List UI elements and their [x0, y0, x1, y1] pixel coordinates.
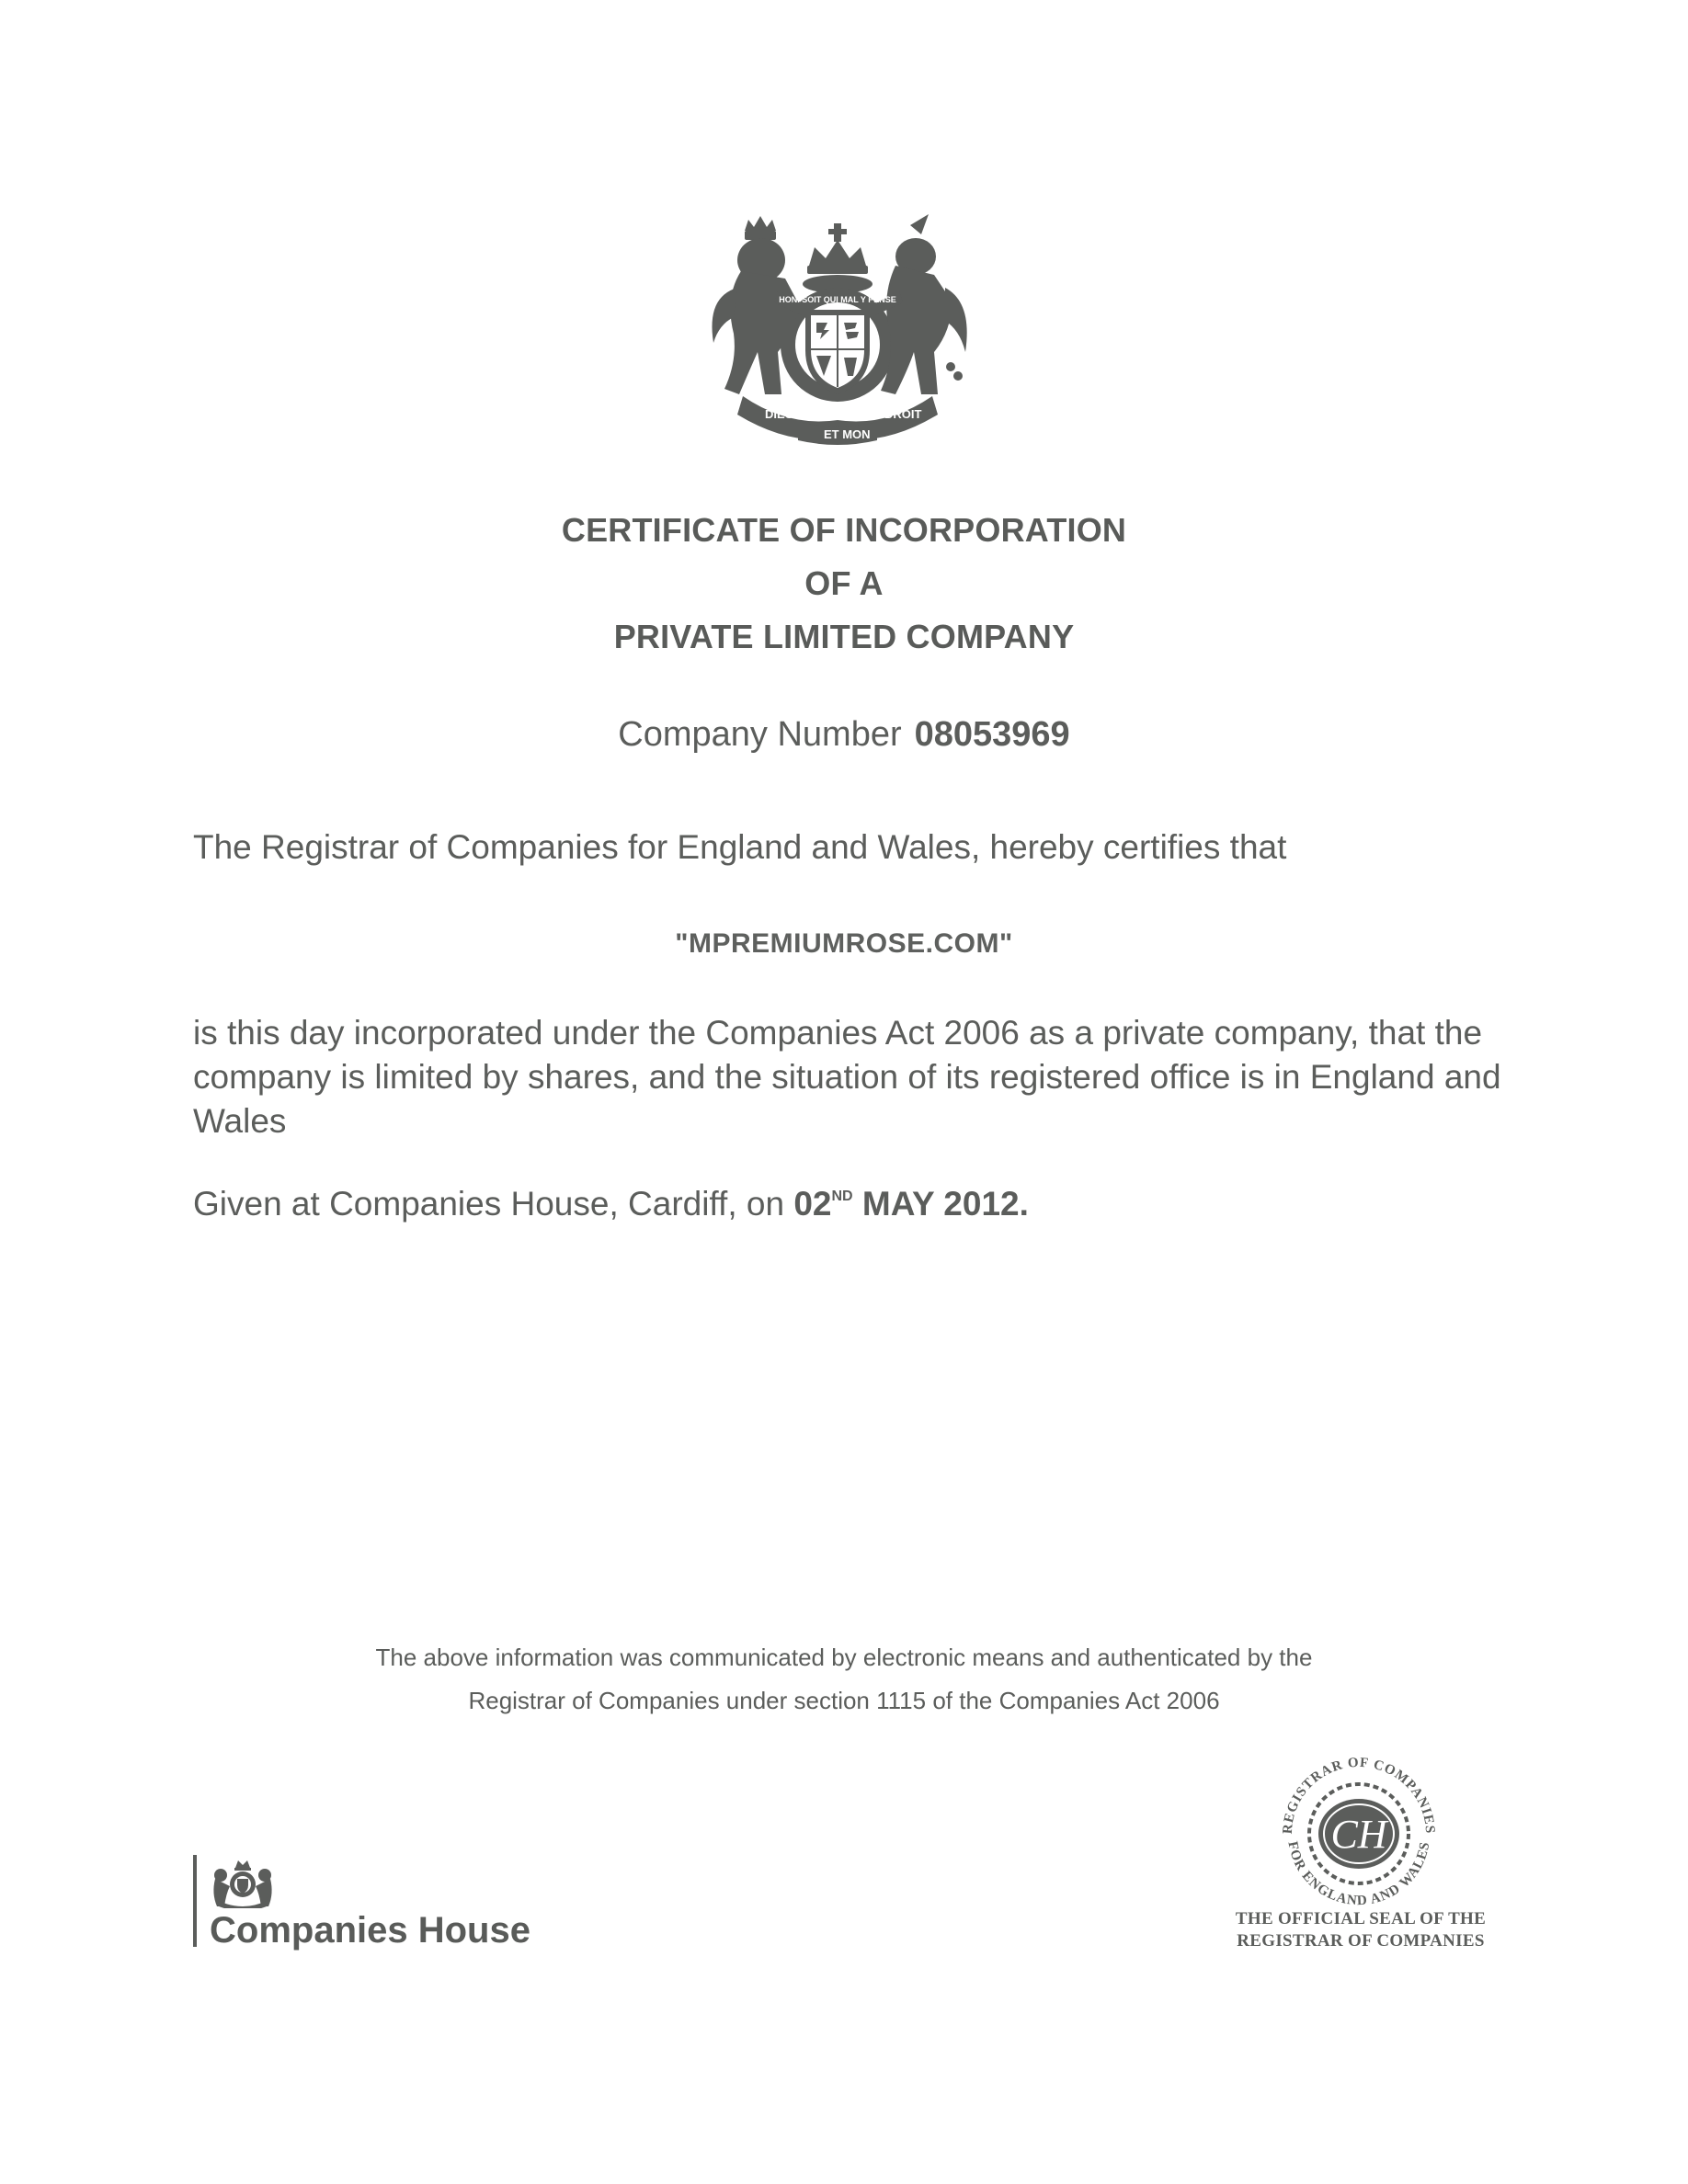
- incorporation-statement: is this day incorporated under the Companies Act 2006 as a private company, that the company is limited by shares, and the situation of its registered office is in England and Wales: [193, 1014, 1501, 1140]
- certification-intro: The Registrar of Companies for England and Wales, hereby certifies that: [193, 828, 1287, 866]
- seal-monogram: CH: [1330, 1812, 1387, 1857]
- incorporation-date: [793, 1185, 1029, 1223]
- date-ordinal-suffix: ND: [831, 1189, 853, 1204]
- authentication-note-line-1: The above information was communicated by electronic means and authenticated by the: [375, 1644, 1313, 1671]
- motto-center-text: ET MON: [824, 427, 871, 441]
- given-at-prefix: Given at Companies House, Cardiff, on: [193, 1185, 785, 1223]
- seal-ring-bottom-text: FOR ENGLAND AND WALES: [1284, 1840, 1433, 1909]
- seal-caption-line-1: THE OFFICIAL SEAL OF THE: [1235, 1909, 1487, 1928]
- authentication-note: [0, 1636, 1688, 1723]
- authentication-note-line-2: Registrar of Companies under section 1115 of the Companies Act 2006: [468, 1687, 1220, 1714]
- logo-bar: [193, 1855, 197, 1947]
- title-line-2: OF A: [804, 564, 884, 602]
- title-line-1: CERTIFICATE OF INCORPORATION: [561, 511, 1127, 549]
- company-name: "MPREMIUMROSE.COM": [675, 928, 1013, 959]
- company-number-value: 08053969: [914, 715, 1070, 754]
- date-day: 02: [793, 1185, 832, 1223]
- garter-motto-text: HONI SOIT QUI MAL Y PENSE: [779, 295, 896, 304]
- seal-caption-line-2: REGISTRAR OF COMPANIES: [1237, 1931, 1485, 1951]
- companies-house-logo: [193, 1855, 561, 1951]
- royal-coat-of-arms: [697, 214, 978, 447]
- motto-right-text: DROIT: [884, 407, 922, 421]
- seal-caption: [1168, 1908, 1554, 1952]
- official-seal: [1272, 1746, 1446, 1921]
- motto-left-text: DIEU: [765, 407, 794, 421]
- given-at-statement: [193, 1182, 1535, 1226]
- title-line-3: PRIVATE LIMITED COMPANY: [613, 618, 1075, 655]
- company-number-label: Company Number: [618, 715, 902, 754]
- seal-ring-top-text: REGISTRAR OF COMPANIES: [1280, 1755, 1438, 1835]
- certificate-title: [0, 504, 1688, 664]
- date-month-year: MAY 2012.: [861, 1185, 1029, 1223]
- companies-house-wordmark: Companies House: [210, 1910, 530, 1951]
- company-number-row: [0, 715, 1688, 755]
- mini-crest-icon: [210, 1857, 276, 1908]
